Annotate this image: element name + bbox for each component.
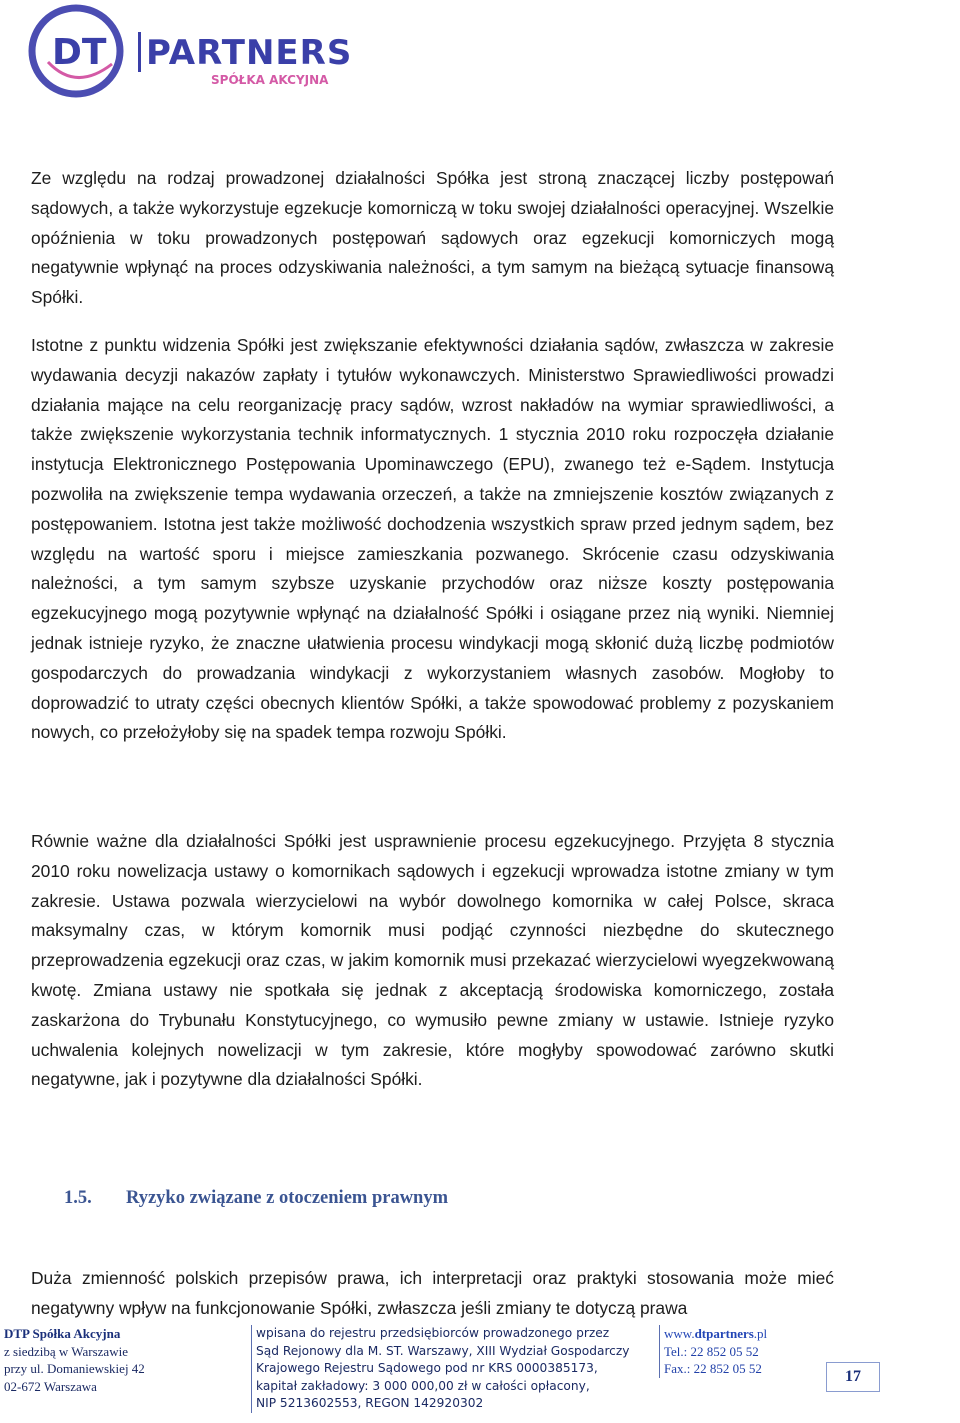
paragraph-legal-environment: Duża zmienność polskich przepisów prawa, ich interpretacji oraz praktyki stosowania może mieć negatywny wpływ na funkcjonowanie Spółki, zwłaszcza jeśli zmiany te dotyczą prawa: [31, 1268, 834, 1318]
footer-website-link[interactable]: www.dtpartners.pl: [664, 1326, 768, 1341]
footer-company-name: DTP Spółka Akcyjna: [4, 1326, 121, 1341]
section-number: 1.5.: [64, 1188, 92, 1208]
footer-registry-line: Krajowego Rejestru Sądowego pod nr KRS 0000385173,: [256, 1361, 598, 1376]
company-logo: [26, 2, 366, 100]
logo-graphic: [26, 2, 366, 100]
svg-text:SPÓŁKA AKCYJNA: SPÓŁKA AKCYJNA: [211, 73, 329, 87]
paragraph-enforcement: Równie ważne dla działalności Spółki jest usprawnienie procesu egzekucyjnego. Przyjęta 8 stycznia 2010 roku nowelizacja ustawy o komornikach sądowych i egzekucji wprowadza istotne zmiany w tym zakresie. Ustawa pozwala wierzycielowi na wybór dowolnego komornika w całej Polsce, skraca maksymalny czas, w którym komornik musi podjąć czynności niezbędne do skutecznego przeprowadzenia egzekucji oraz czas, w jakim komornik musi przekazać wierzycielowi wyegzekwowaną kwotę. Zmiana ustawy nie spotkała się jednak z akceptacją środowiska komorniczego, została zaskarżona do Trybunału Konstytucyjnego, co wymusiło pewne zmiany w ustawie. Istnieje ryzyko uchwalenia kolejnych nowelizacji w tym zakresie, które mogłyby spowodować zarówno skutki negatywne, jak i pozytywne dla działalności Spółki.: [31, 831, 834, 1090]
footer-registry-line: kapitał zakładowy: 3 000 000,00 zł w całości opłacony,: [256, 1378, 590, 1393]
footer-registry-line: Sąd Rejonowy dla M. ST. Warszawy, XIII Wydział Gospodarczy: [256, 1343, 630, 1358]
footer-seat: z siedzibą w Warszawie: [4, 1343, 128, 1359]
footer-registry-info: [251, 1325, 630, 1413]
section-title: Ryzyko związane z otoczeniem prawnym: [126, 1188, 448, 1208]
footer-city: 02-672 Warszawa: [4, 1378, 97, 1394]
footer-contact: [659, 1325, 767, 1378]
page-footer: [0, 1325, 960, 1423]
paragraph-court-proceedings: Ze względu na rodzaj prowadzonej działalności Spółka jest stroną znaczącej liczby postępowań sądowych, a także wykorzystuje egzekucje komorniczą w toku swojej działalności operacyjnej. Wszelkie opóźnienia w toku prowadzonych postępowań sądowych oraz egzekucji komorniczych mogą negatywnie wpłynąć na proces odzyskiwania należności, a tym samym na bieżącą sytuacje finansową Spółki.: [31, 168, 834, 308]
footer-company-address: [4, 1325, 145, 1395]
svg-text:PARTNERS: PARTNERS: [146, 33, 353, 73]
footer-registry-line: NIP 5213602553, REGON 142920302: [256, 1396, 484, 1411]
svg-text:DT: DT: [52, 32, 107, 73]
footer-registry-line: wpisana do rejestru przedsiębiorców prowadzonego przez: [256, 1326, 610, 1340]
section-heading: [64, 1188, 448, 1209]
footer-fax: Fax.: 22 852 05 52: [664, 1361, 762, 1377]
page-number: 17: [826, 1362, 880, 1392]
footer-phone: Tel.: 22 852 05 52: [664, 1343, 759, 1359]
footer-street: przy ul. Domaniewskiej 42: [4, 1361, 145, 1377]
paragraph-court-efficiency: Istotne z punktu widzenia Spółki jest zwiększanie efektywności działania sądów, zwłaszcza w zakresie wydawania decyzji nakazów zapłaty i tytułów wykonawczych. Ministerstwo Sprawiedliwości prowadzi działania mające na celu reorganizację pracy sądów, wzrost nakładów na wymiar sprawiedliwości, a także zwiększenie wykorzystania technik informatycznych. 1 stycznia 2010 roku rozpoczęła działanie instytucja Elektronicznego Postępowania Upominawczego (EPU), zwanego też e-Sądem. Instytucja pozwoliła na zwiększenie tempa wydawania orzeczeń, a także na zmniejszenie kosztów związanych z postępowaniem. Istotna jest także możliwość dochodzenia wszystkich spraw przed jednym sądem, bez względu na wartość sporu i miejsce zamieszkania pozwanego. Skrócenie czasu odzyskiwania należności, a tym samym szybsze uzyskanie przychodów oraz niższe koszty postępowania egzekucyjnego mogą pozytywnie wpłynąć na działalność Spółki i osiągane przez nią wyniki. Niemniej jednak istnieje ryzyko, że znaczne ułatwienia procesu windykacji mogą skłonić dużą liczbę podmiotów gospodarczych do prowadzania windykacji z wykorzystaniem własnych zasobów. Mogłoby to doprowadzić to utraty części obecnych klientów Spółki, a także spowodować problemy z pozyskaniem nowych, co przełożyłoby się na spadek tempa rozwoju Spółki.: [31, 335, 834, 743]
